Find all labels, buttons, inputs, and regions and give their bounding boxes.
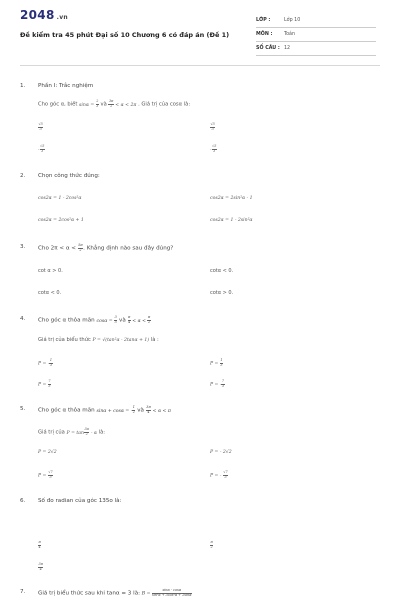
- text-part: . Khẳng định nào sau đây đúng?: [83, 245, 174, 252]
- option-c[interactable]: [38, 380, 51, 388]
- frac-num: 3π: [38, 562, 43, 566]
- exam-meta: [256, 14, 376, 56]
- option-b[interactable]: cotα < 0.: [210, 268, 234, 274]
- frac-den: 2: [79, 247, 82, 252]
- option-c[interactable]: [38, 471, 53, 479]
- fraction: [147, 316, 150, 324]
- fraction: [48, 380, 51, 388]
- option-a[interactable]: [38, 541, 41, 549]
- fraction: [40, 145, 45, 153]
- meta-row-count: [256, 42, 376, 56]
- fraction: [221, 380, 224, 388]
- text-part: Cho góc α thỏa mãn: [38, 317, 95, 324]
- frac-den: 2: [210, 544, 213, 549]
- frac-num: 3α: [84, 427, 89, 431]
- meta-label: LỚP :: [256, 18, 271, 23]
- frac-den: 4: [128, 319, 131, 324]
- frac-den: 3: [213, 148, 216, 153]
- option-b[interactable]: P = - 2√2: [210, 450, 232, 455]
- math-expr: [66, 427, 97, 436]
- frac-num: 3: [114, 315, 117, 319]
- math-text: < α < 2π: [113, 102, 137, 108]
- option-a[interactable]: P = 2√2: [38, 450, 57, 455]
- fraction: [132, 406, 135, 414]
- option-a[interactable]: [38, 359, 53, 367]
- sub-text: Cho góc α, biết: [38, 101, 78, 108]
- frac-den: 2: [148, 319, 151, 324]
- frac-num: 7: [48, 379, 51, 383]
- frac-den: 2: [85, 431, 88, 436]
- text-part: và: [137, 407, 144, 414]
- frac-den: 3: [39, 126, 42, 131]
- text-part: Cho góc α thỏa mãn: [38, 407, 95, 414]
- frac-den: 2: [110, 103, 113, 108]
- frac-num: π: [147, 315, 151, 319]
- frac-num: 5π: [78, 243, 83, 247]
- text-part: Cho 2π < α <: [38, 245, 78, 252]
- sub-text: Giá trị của: [38, 429, 65, 436]
- meta-value: 12: [284, 46, 291, 51]
- meta-row-class: [256, 14, 376, 28]
- option-c[interactable]: cos2α = 2cos²α + 1: [38, 218, 84, 223]
- math-text: sinα + cosα = -: [96, 408, 133, 414]
- fraction: [38, 541, 41, 549]
- fraction: [38, 123, 43, 131]
- option-d[interactable]: [210, 380, 225, 388]
- math-text: < α <: [130, 318, 148, 324]
- math-sign: -: [210, 147, 212, 153]
- math-text: P =: [38, 382, 48, 388]
- frac-num: π: [210, 540, 213, 544]
- question-number: 4.: [20, 316, 26, 322]
- frac-num: π: [128, 315, 131, 319]
- math-text: P =: [210, 361, 220, 367]
- option-d[interactable]: [210, 145, 217, 153]
- frac-den: 4: [38, 544, 41, 549]
- math-expr: [79, 99, 99, 108]
- frac-num: 1: [49, 358, 53, 362]
- frac-num: 1: [220, 358, 223, 362]
- math-sign: -: [38, 147, 40, 153]
- math-text: cosα =: [96, 318, 115, 324]
- frac-num: √7: [48, 470, 53, 474]
- question-number: 7.: [20, 589, 26, 595]
- frac-num: 7: [221, 379, 225, 383]
- option-c[interactable]: cotα < 0.: [38, 290, 62, 296]
- frac-den: 5: [114, 319, 117, 324]
- fraction: [48, 471, 53, 479]
- meta-label: SỐ CÂU :: [256, 46, 280, 51]
- math-text: P = -: [38, 361, 50, 367]
- frac-num: √7: [223, 470, 228, 474]
- question-text: [38, 406, 171, 414]
- question-number: 6.: [20, 498, 26, 504]
- frac-num: √5: [38, 122, 43, 126]
- fraction: [96, 100, 99, 108]
- question-text: Phần I: Trắc nghiệm: [38, 83, 94, 89]
- fraction: [152, 589, 192, 597]
- fraction: [38, 563, 43, 571]
- math-text: - α: [89, 430, 97, 436]
- sub-text: Giá trị của biểu thức: [38, 337, 91, 343]
- meta-row-subject: [256, 28, 376, 42]
- frac-num: √5: [212, 144, 217, 148]
- option-b[interactable]: cos2α = 2sin²α - 1: [210, 196, 253, 201]
- meta-value: Toán: [284, 32, 296, 37]
- question-number: 1.: [20, 83, 26, 89]
- frac-num: sinα - cosα: [152, 589, 192, 594]
- question-sub: [38, 337, 159, 343]
- option-d[interactable]: cos2α = 1 - 2sin²α: [210, 218, 253, 223]
- option-a[interactable]: cot α > 0.: [38, 268, 63, 274]
- question-text: [38, 589, 192, 597]
- fraction: [114, 316, 117, 324]
- math-text: B =: [141, 591, 152, 597]
- math-text: P = -: [210, 473, 223, 479]
- math-expr: P = √(tan²α - 2tanα + 1): [92, 338, 150, 343]
- frac-den: 2: [132, 409, 135, 414]
- page-title: Đề kiểm tra 45 phút Đại số 10 Chương 6 có đáp án (Đề 1): [20, 31, 230, 39]
- frac-num: 3π: [108, 99, 114, 103]
- frac-num: π: [38, 540, 41, 544]
- option-c[interactable]: [38, 145, 45, 153]
- question-sub: [38, 100, 190, 108]
- frac-num: 2: [96, 99, 99, 103]
- sub-text: là :: [150, 337, 159, 343]
- fraction: [220, 359, 223, 367]
- math-expr: [96, 315, 118, 324]
- math-expr: [146, 405, 171, 414]
- text-part: Giá trị biểu thức sau khi tanα = 3 là:: [38, 590, 141, 597]
- option-d[interactable]: cotα > 0.: [210, 290, 234, 296]
- fraction: [210, 123, 215, 131]
- text-part: và: [119, 317, 126, 324]
- math-expr: [108, 99, 137, 108]
- option-a[interactable]: cos2α = 1 - 2cos²α: [38, 196, 82, 201]
- option-c[interactable]: [38, 563, 43, 571]
- math-expr: [128, 315, 151, 324]
- question-sub: [38, 428, 105, 436]
- frac-den: 4: [39, 566, 42, 571]
- math-text: < α < π: [151, 408, 171, 414]
- frac-den: 3: [48, 383, 51, 388]
- question-number: 3.: [20, 244, 26, 250]
- frac-den: 3: [221, 383, 225, 388]
- logo[interactable]: [20, 8, 68, 22]
- frac-den: 4: [147, 409, 150, 414]
- question-text: Số đo radian của góc 135o là:: [38, 498, 122, 504]
- frac-den: sin³α + 3cos³α + 2sinα: [151, 592, 192, 597]
- frac-den: 3: [224, 474, 227, 479]
- math-text: P = tan: [66, 430, 84, 436]
- header-divider: [20, 65, 380, 66]
- question-number: 5.: [20, 406, 26, 412]
- fraction: [49, 359, 52, 367]
- frac-den: 3: [96, 103, 99, 108]
- frac-den: 3: [211, 126, 214, 131]
- math-text: sinα =: [79, 102, 96, 108]
- frac-den: 3: [49, 474, 52, 479]
- option-b[interactable]: [210, 123, 215, 131]
- option-d[interactable]: [210, 471, 228, 479]
- frac-num: √5: [40, 144, 45, 148]
- sub-text: . Giá trị của cosα là:: [138, 101, 191, 108]
- frac-num: 1: [132, 405, 135, 409]
- sub-text: và: [100, 101, 107, 108]
- question-text: Chọn công thức đúng:: [38, 173, 100, 179]
- option-b[interactable]: [210, 359, 223, 367]
- fraction: [212, 145, 217, 153]
- question-text: [38, 244, 173, 252]
- math-text: P = -: [210, 382, 222, 388]
- question-number: 2.: [20, 173, 26, 179]
- frac-num: √5: [210, 122, 215, 126]
- logo-text: 2048: [20, 8, 55, 22]
- fraction: [210, 541, 213, 549]
- frac-den: 3: [41, 148, 44, 153]
- frac-den: 3: [220, 362, 223, 367]
- question-text: [38, 316, 151, 324]
- option-a[interactable]: [38, 123, 43, 131]
- sub-text: là:: [98, 429, 105, 436]
- header: [0, 0, 400, 62]
- fraction: [223, 471, 228, 479]
- math-text: P =: [38, 473, 48, 479]
- option-b[interactable]: [210, 541, 213, 549]
- frac-num: 3π: [146, 405, 151, 409]
- meta-value: Lớp 10: [284, 18, 301, 23]
- math-expr: [96, 405, 136, 414]
- logo-suffix: .vn: [56, 14, 68, 21]
- frac-den: 3: [49, 362, 53, 367]
- meta-label: MÔN :: [256, 32, 273, 37]
